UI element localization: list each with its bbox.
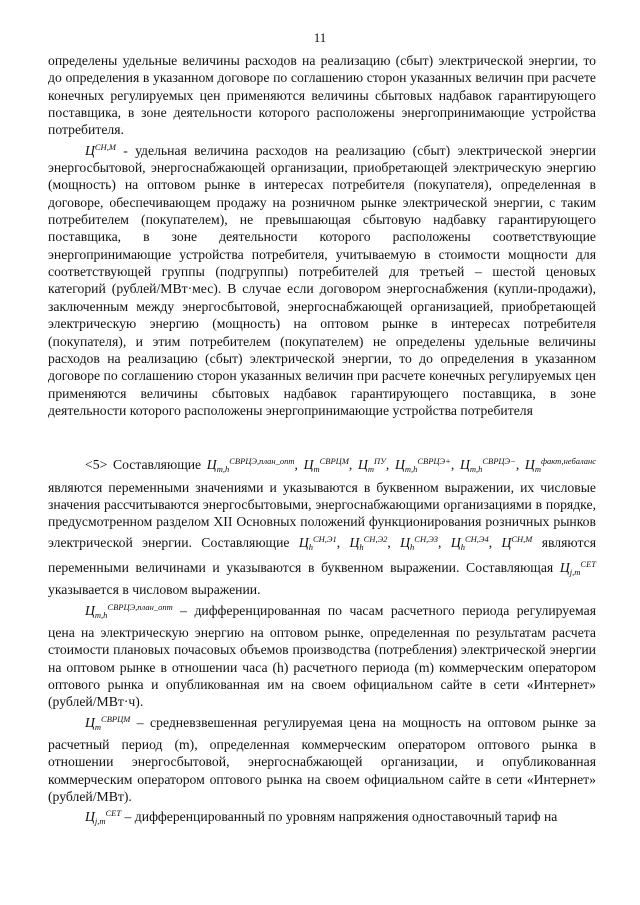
formula-symbol <box>85 143 116 158</box>
symbol-superscript: ПУ <box>374 456 386 467</box>
paragraph-1 <box>48 52 596 139</box>
formula-symbol <box>85 603 173 618</box>
symbol-subscript: m,h <box>94 609 108 620</box>
symbol-base: Ц <box>85 809 95 825</box>
symbol-subscript: m <box>94 721 102 732</box>
symbol-base: Ц <box>394 457 405 473</box>
symbol-superscript: СЕТ <box>580 558 596 569</box>
symbol-base: Ц <box>349 534 360 550</box>
symbol-subscript: h <box>460 541 465 552</box>
symbol-subscript: m,h <box>469 464 483 475</box>
symbol-subscript: h <box>410 541 415 552</box>
symbol-subscript: m <box>534 464 541 475</box>
symbol-base: Ц <box>357 457 368 473</box>
paragraph-text: определены удельные величины расходов на реализацию (сбыт) электрической энергии, то до определения в указанном договоре по соглашению сторон указанных величин при расчете конечных регулируемых цен применяются величины сбытовых надбавок гарантирующего поставщика, в зоне деятельности которого расположены энергопринимающие устройства потребителя. <box>48 53 596 138</box>
symbol-superscript: СВРЦЭ− <box>482 456 516 467</box>
note-text: являются переменными величинами и указываются в буквенном выражении. Составляющая <box>48 534 596 575</box>
symbol-superscript: факт,небаланс <box>540 456 597 467</box>
note-marker: <5> <box>85 457 108 473</box>
formula-symbol <box>501 535 532 550</box>
symbol-superscript: СВРЦЭ,план_опт <box>229 456 295 467</box>
document-body <box>48 52 596 831</box>
symbol-superscript: СВРЦМ <box>319 456 349 467</box>
formula-symbol <box>400 535 438 550</box>
formula-symbol <box>85 715 130 730</box>
symbol-superscript: СВРЦМ <box>101 713 131 724</box>
symbol-subscript: m,h <box>404 464 418 475</box>
symbol-superscript: СВРЦЭ,план_опт <box>107 601 173 612</box>
paragraph-2 <box>48 139 596 420</box>
symbol-superscript: СН,М <box>94 141 116 152</box>
symbol-base: Ц <box>85 714 95 730</box>
definition-text: – дифференцированный по уровням напряжения одноставочный тариф на <box>121 809 558 825</box>
page-number: 11 <box>313 30 327 45</box>
symbol-subscript: m <box>313 464 320 475</box>
symbol-superscript: СН,Э2 <box>363 533 388 544</box>
symbol-subscript: h <box>359 541 364 552</box>
formula-symbol <box>206 456 295 475</box>
symbol-subscript: j,m <box>569 566 581 577</box>
symbol-base: Ц <box>303 457 314 473</box>
formula-symbol <box>85 808 122 827</box>
definition-text: – средневзвешенная регулируемая цена на мощность на оптовом рынке за расчетный период (m), определенная коммерческим оператором оптового рынка в отношении энергосбытовой, энергоснабжающей организации, и опубликованная коммерческим оператором оптового рынка на своем официальном сайте в сети «Интернет» (рублей/МВт). <box>48 714 596 805</box>
symbol-subscript: m,h <box>216 464 230 475</box>
formula-symbol <box>524 456 597 475</box>
symbol-base: Ц <box>524 457 535 473</box>
symbol-base: Ц <box>298 534 309 550</box>
symbol-base: Ц <box>85 602 95 618</box>
symbol-subscript: j,m <box>94 816 106 827</box>
formula-symbol <box>350 535 388 550</box>
definition-paragraph <box>48 599 596 711</box>
symbol-superscript: СН,Э3 <box>414 533 439 544</box>
symbol-base: Ц <box>206 457 217 473</box>
formula-symbol <box>303 456 349 475</box>
note-lead-text: Составляющие <box>107 457 207 473</box>
symbol-base: Ц <box>85 142 95 158</box>
symbol-superscript: СН,М <box>511 533 533 544</box>
symbol-base: Ц <box>450 534 461 550</box>
formula-symbol <box>451 535 489 550</box>
symbol-superscript: СН,Э1 <box>312 533 337 544</box>
definition-paragraph <box>48 805 596 830</box>
symbol-base: Ц <box>501 534 512 550</box>
definition-text: – дифференцированная по часам расчетного периода регулируемая цена на электрическую энергию на оптовом рынке, определенная по результатам расчета стоимости плановых почасовых объемов производства (потребления) электрической энергии на оптовом рынке в отношении часа (h) расчетного периода (m) коммерческим оператором оптового рынка и опубликованная им на своем официальном сайте в сети «Интернет» (рублей/МВт·ч). <box>48 602 596 710</box>
symbol-base: Ц <box>459 457 470 473</box>
definition-paragraph <box>48 711 596 806</box>
symbol-superscript: СЕТ <box>105 808 122 819</box>
symbol-base: Ц <box>559 559 570 575</box>
symbol-base: Ц <box>400 534 411 550</box>
formula-symbol <box>560 560 596 575</box>
formula-symbol <box>357 456 386 475</box>
symbol-subscript: h <box>308 541 313 552</box>
formula-symbol <box>394 456 451 475</box>
note-text: указывается в числовом выражении. <box>48 582 261 598</box>
paragraph-text: - удельная величина расходов на реализацию (сбыт) электрической энергии энергосбытовой, энергоснабжающей организации, приобретающей электрическую энергию (мощность) на оптовом рынке в интересах потребителя (покупателя), определенная в договоре, обеспечивающем продажу на розничном рынке электрической энергии, с таким потребителем (покупателем), не превышающая сбытовую надбавку гарантирующего поставщика, в зоне деятельности которого расположены соответствующие энергопринимающие устройства потребителя, учитываемую в стоимости мощности для соответствующей группы (подгруппы) потребителей для третьей – шестой ценовых категорий (рублей/МВт·мес). В случае если договором энергоснабжения (купли-продажи), заключенным между энергосбытовой, энергоснабжающей организацией, приобретающей электрическую энергию (мощность) на оптовом рынке в интересах потребителя (покупателя), и этим потребителем (покупателем) не определены удельные величины расходов на реализацию (сбыт) электрической энергии, то до определения в указанном договоре по соглашению сторон указанных величин при расчете конечных регулируемых цен применяются величины сбытовых надбавок гарантирующего поставщика, в зоне деятельности которого расположены энергопринимающие устройства потребителя <box>48 142 596 418</box>
formula-symbol <box>299 535 337 550</box>
note-5-paragraph: <5> Составляющие $Ц_{m,h}^{СВРЦЭ,план\_опт}$, $Ц_m^{СВРЦМ}$, $Ц_m^{ПУ}$, $Ц_{m,h}^{СВРЦЭ+}$, $Ц_{m,h}^{СВРЦЭ-}$, $Ц_m^{факт,небаланс}$ являются переменными значениями и указываются в буквенном выражении, их числовые значения рассчитываются энергосбытовыми, энергоснабжающими организациями в порядке, предусмотренном разделом XII Основных положений функционирования розничных рынков электрической энергии. Составляющие $Ц_h^{СН,Э1}$, $Ц_h^{СН,Э2}$, $Ц_h^{СН,Э3}$, $Ц_h^{СН,Э4}$, $Ц^{СН,М}$ являются переменными величинами и указываются в буквенном выражении. Составляющая $Ц_{j,m}^{СЕТ}$ указывается в числовом выражении. <box>48 456 597 598</box>
symbol-superscript: СВРЦЭ+ <box>417 456 451 467</box>
symbol-subscript: m <box>367 464 375 475</box>
note-text: являются переменными значениями и указываются в буквенном выражении, их числовые значения рассчитываются энергосбытовыми, энергоснабжающими организациями в порядке, предусмотренном разделом XII Основных положений функционирования розничных рынков электрической энергии. Составляющие <box>48 479 596 550</box>
symbol-superscript: СН,Э4 <box>464 533 489 544</box>
formula-symbol <box>459 456 516 475</box>
